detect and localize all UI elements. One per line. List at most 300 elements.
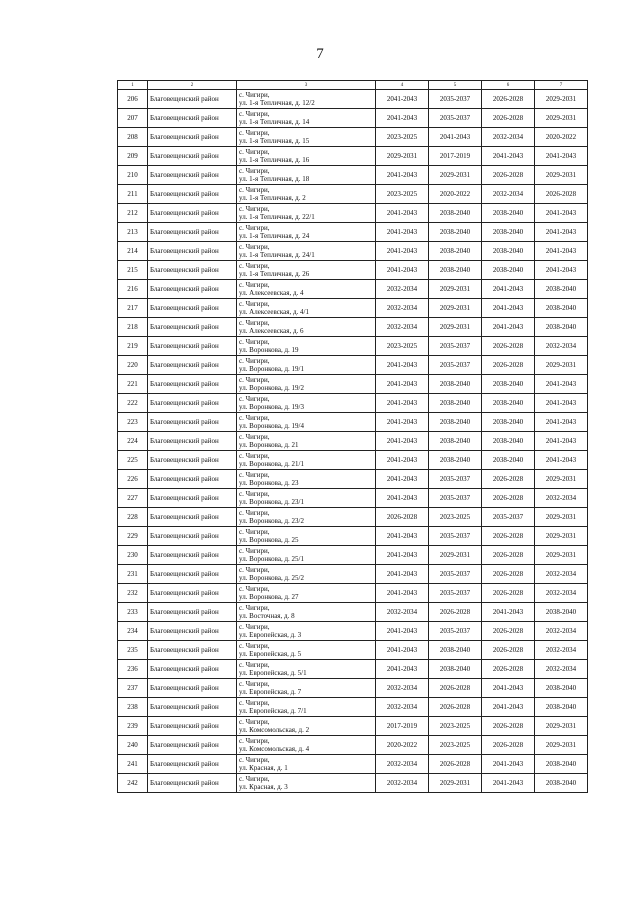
period-cell-col4: 2023-2025 <box>376 185 429 204</box>
address-street: ул. Красная, д. 1 <box>239 764 288 772</box>
period-cell-col6: 2041-2043 <box>482 698 535 717</box>
address-locality: с. Чигири, <box>239 223 270 232</box>
column-number: 7 <box>535 81 588 90</box>
address-locality: с. Чигири, <box>239 432 270 441</box>
address-cell <box>237 128 376 147</box>
address-street: ул. Европейская, д. 5 <box>239 650 302 658</box>
table-row <box>118 318 588 337</box>
period-cell-col5: 2029-2031 <box>429 166 482 185</box>
table-row <box>118 185 588 204</box>
row-number: 219 <box>118 337 148 356</box>
period-cell-col5: 2038-2040 <box>429 223 482 242</box>
table-row <box>118 736 588 755</box>
period-cell-col5: 2035-2037 <box>429 356 482 375</box>
row-number: 227 <box>118 489 148 508</box>
period-cell-col7: 2020-2022 <box>535 128 588 147</box>
period-cell-col7: 2029-2031 <box>535 736 588 755</box>
row-number: 223 <box>118 413 148 432</box>
address-locality: с. Чигири, <box>239 717 270 726</box>
address-street: ул. 1-я Тепличная, д. 16 <box>239 156 310 164</box>
address-cell <box>237 527 376 546</box>
period-cell-col4: 2041-2043 <box>376 470 429 489</box>
address-street: ул. Алексеевская, д. 4 <box>239 289 304 297</box>
period-cell-col6: 2026-2028 <box>482 565 535 584</box>
period-cell-col4: 2032-2034 <box>376 280 429 299</box>
district-cell: Благовещенский район <box>148 679 237 698</box>
address-locality: с. Чигири, <box>239 394 270 403</box>
district-cell: Благовещенский район <box>148 90 237 109</box>
period-cell-col5: 2038-2040 <box>429 432 482 451</box>
period-cell-col5: 2035-2037 <box>429 489 482 508</box>
address-locality: с. Чигири, <box>239 622 270 631</box>
period-cell-col6: 2026-2028 <box>482 641 535 660</box>
table-row <box>118 147 588 166</box>
address-street: ул. 1-я Тепличная, д. 22/1 <box>239 213 315 221</box>
period-cell-col6: 2038-2040 <box>482 432 535 451</box>
period-cell-col6: 2026-2028 <box>482 489 535 508</box>
district-cell: Благовещенский район <box>148 660 237 679</box>
period-cell-col6: 2026-2028 <box>482 337 535 356</box>
period-cell-col4: 2041-2043 <box>376 204 429 223</box>
column-number: 3 <box>237 81 376 90</box>
address-locality: с. Чигири, <box>239 451 270 460</box>
address-cell <box>237 698 376 717</box>
period-cell-col4: 2026-2028 <box>376 508 429 527</box>
period-cell-col7: 2038-2040 <box>535 755 588 774</box>
address-street: ул. Красная, д. 3 <box>239 783 288 791</box>
address-cell <box>237 394 376 413</box>
address-street: ул. 1-я Тепличная, д. 14 <box>239 118 310 126</box>
period-cell-col7: 2041-2043 <box>535 451 588 470</box>
period-cell-col7: 2032-2034 <box>535 584 588 603</box>
period-cell-col5: 2026-2028 <box>429 603 482 622</box>
address-street: ул. Алексеевская, д. 6 <box>239 327 304 335</box>
district-cell: Благовещенский район <box>148 717 237 736</box>
table-row <box>118 527 588 546</box>
period-cell-col5: 2029-2031 <box>429 774 482 793</box>
address-street: ул. Воронкова, д. 19/4 <box>239 422 304 430</box>
address-locality: с. Чигири, <box>239 584 270 593</box>
period-cell-col6: 2026-2028 <box>482 109 535 128</box>
address-cell <box>237 413 376 432</box>
address-locality: с. Чигири, <box>239 470 270 479</box>
address-cell <box>237 565 376 584</box>
period-cell-col7: 2041-2043 <box>535 432 588 451</box>
address-street: ул. Алексеевская, д. 4/1 <box>239 308 309 316</box>
address-locality: с. Чигири, <box>239 356 270 365</box>
address-locality: с. Чигири, <box>239 413 270 422</box>
row-number: 212 <box>118 204 148 223</box>
district-cell: Благовещенский район <box>148 432 237 451</box>
column-number: 5 <box>429 81 482 90</box>
period-cell-col6: 2026-2028 <box>482 546 535 565</box>
period-cell-col7: 2041-2043 <box>535 204 588 223</box>
table-row <box>118 451 588 470</box>
period-cell-col7: 2032-2034 <box>535 489 588 508</box>
period-cell-col4: 2041-2043 <box>376 413 429 432</box>
row-number: 218 <box>118 318 148 337</box>
table-row <box>118 584 588 603</box>
address-locality: с. Чигири, <box>239 679 270 688</box>
period-cell-col6: 2038-2040 <box>482 394 535 413</box>
period-cell-col6: 2038-2040 <box>482 375 535 394</box>
address-locality: с. Чигири, <box>239 318 270 327</box>
table-row <box>118 546 588 565</box>
period-cell-col7: 2038-2040 <box>535 698 588 717</box>
period-cell-col4: 2032-2034 <box>376 299 429 318</box>
table-row <box>118 641 588 660</box>
period-cell-col6: 2026-2028 <box>482 527 535 546</box>
district-cell: Благовещенский район <box>148 109 237 128</box>
period-cell-col4: 2041-2043 <box>376 109 429 128</box>
period-cell-col4: 2023-2025 <box>376 128 429 147</box>
row-number: 206 <box>118 90 148 109</box>
period-cell-col4: 2029-2031 <box>376 147 429 166</box>
row-number: 242 <box>118 774 148 793</box>
address-cell <box>237 261 376 280</box>
period-cell-col7: 2032-2034 <box>535 641 588 660</box>
address-locality: с. Чигири, <box>239 337 270 346</box>
address-street: ул. 1-я Тепличная, д. 12/2 <box>239 99 315 107</box>
address-locality: с. Чигири, <box>239 527 270 536</box>
period-cell-col6: 2038-2040 <box>482 223 535 242</box>
period-cell-col7: 2041-2043 <box>535 375 588 394</box>
address-street: ул. Воронкова, д. 21 <box>239 441 299 449</box>
row-number: 234 <box>118 622 148 641</box>
district-cell: Благовещенский район <box>148 755 237 774</box>
column-number-row <box>118 81 588 90</box>
address-cell <box>237 736 376 755</box>
address-locality: с. Чигири, <box>239 204 270 213</box>
address-locality: с. Чигири, <box>239 128 270 137</box>
period-cell-col4: 2041-2043 <box>376 489 429 508</box>
period-cell-col7: 2038-2040 <box>535 318 588 337</box>
period-cell-col7: 2041-2043 <box>535 223 588 242</box>
table-row <box>118 128 588 147</box>
period-cell-col5: 2038-2040 <box>429 451 482 470</box>
period-cell-col6: 2026-2028 <box>482 717 535 736</box>
period-cell-col7: 2032-2034 <box>535 660 588 679</box>
address-locality: с. Чигири, <box>239 375 270 384</box>
period-cell-col5: 2026-2028 <box>429 755 482 774</box>
row-number: 207 <box>118 109 148 128</box>
table-row <box>118 90 588 109</box>
address-cell <box>237 679 376 698</box>
period-cell-col5: 2029-2031 <box>429 546 482 565</box>
address-cell <box>237 166 376 185</box>
address-locality: с. Чигири, <box>239 603 270 612</box>
row-number: 226 <box>118 470 148 489</box>
district-cell: Благовещенский район <box>148 736 237 755</box>
period-cell-col7: 2032-2034 <box>535 622 588 641</box>
period-cell-col5: 2038-2040 <box>429 641 482 660</box>
period-cell-col7: 2029-2031 <box>535 470 588 489</box>
address-street: ул. Воронкова, д. 19/1 <box>239 365 304 373</box>
district-cell: Благовещенский район <box>148 337 237 356</box>
period-cell-col4: 2041-2043 <box>376 622 429 641</box>
row-number: 221 <box>118 375 148 394</box>
district-cell: Благовещенский район <box>148 128 237 147</box>
table-row <box>118 660 588 679</box>
period-cell-col5: 2035-2037 <box>429 90 482 109</box>
address-locality: с. Чигири, <box>239 261 270 270</box>
district-cell: Благовещенский район <box>148 375 237 394</box>
table-row <box>118 565 588 584</box>
period-cell-col4: 2041-2043 <box>376 527 429 546</box>
district-cell: Благовещенский район <box>148 584 237 603</box>
period-cell-col5: 2038-2040 <box>429 394 482 413</box>
period-cell-col4: 2041-2043 <box>376 356 429 375</box>
district-cell: Благовещенский район <box>148 147 237 166</box>
row-number: 214 <box>118 242 148 261</box>
address-cell <box>237 717 376 736</box>
address-street: ул. 1-я Тепличная, д. 15 <box>239 137 310 145</box>
period-cell-col7: 2029-2031 <box>535 717 588 736</box>
period-cell-col4: 2041-2043 <box>376 432 429 451</box>
address-cell <box>237 204 376 223</box>
row-number: 233 <box>118 603 148 622</box>
address-cell <box>237 185 376 204</box>
period-cell-col7: 2029-2031 <box>535 109 588 128</box>
row-number: 215 <box>118 261 148 280</box>
table-row <box>118 394 588 413</box>
address-cell <box>237 299 376 318</box>
column-number: 2 <box>148 81 237 90</box>
period-cell-col4: 2023-2025 <box>376 337 429 356</box>
period-cell-col7: 2041-2043 <box>535 413 588 432</box>
table-row <box>118 755 588 774</box>
row-number: 224 <box>118 432 148 451</box>
period-cell-col4: 2041-2043 <box>376 660 429 679</box>
address-street: ул. Воронкова, д. 23/2 <box>239 517 304 525</box>
period-cell-col6: 2035-2037 <box>482 508 535 527</box>
period-cell-col6: 2041-2043 <box>482 679 535 698</box>
period-cell-col5: 2029-2031 <box>429 280 482 299</box>
address-locality: с. Чигири, <box>239 489 270 498</box>
column-number: 4 <box>376 81 429 90</box>
table-row <box>118 774 588 793</box>
address-cell <box>237 508 376 527</box>
table-row <box>118 717 588 736</box>
address-cell <box>237 109 376 128</box>
address-cell <box>237 660 376 679</box>
address-locality: с. Чигири, <box>239 166 270 175</box>
address-cell <box>237 451 376 470</box>
address-street: ул. Воронкова, д. 23 <box>239 479 299 487</box>
period-cell-col5: 2026-2028 <box>429 698 482 717</box>
row-number: 208 <box>118 128 148 147</box>
district-cell: Благовещенский район <box>148 299 237 318</box>
address-locality: с. Чигири, <box>239 546 270 555</box>
period-cell-col5: 2038-2040 <box>429 204 482 223</box>
address-street: ул. Воронкова, д. 25 <box>239 536 299 544</box>
address-street: ул. Европейская, д. 7/1 <box>239 707 307 715</box>
period-cell-col6: 2026-2028 <box>482 622 535 641</box>
period-cell-col6: 2041-2043 <box>482 299 535 318</box>
district-cell: Благовещенский район <box>148 622 237 641</box>
period-cell-col5: 2035-2037 <box>429 109 482 128</box>
period-cell-col7: 2029-2031 <box>535 527 588 546</box>
row-number: 240 <box>118 736 148 755</box>
address-cell <box>237 242 376 261</box>
address-street: ул. 1-я Тепличная, д. 26 <box>239 270 310 278</box>
row-number: 237 <box>118 679 148 698</box>
address-street: ул. Европейская, д. 7 <box>239 688 302 696</box>
address-locality: с. Чигири, <box>239 109 270 118</box>
address-street: ул. Воронкова, д. 19/2 <box>239 384 304 392</box>
row-number: 235 <box>118 641 148 660</box>
period-cell-col7: 2026-2028 <box>535 185 588 204</box>
address-street: ул. 1-я Тепличная, д. 18 <box>239 175 310 183</box>
address-cell <box>237 489 376 508</box>
table-row <box>118 470 588 489</box>
address-locality: с. Чигири, <box>239 565 270 574</box>
period-cell-col7: 2032-2034 <box>535 565 588 584</box>
row-number: 220 <box>118 356 148 375</box>
period-cell-col7: 2038-2040 <box>535 299 588 318</box>
district-cell: Благовещенский район <box>148 508 237 527</box>
address-street: ул. Воронкова, д. 25/2 <box>239 574 304 582</box>
address-cell <box>237 774 376 793</box>
period-cell-col6: 2038-2040 <box>482 451 535 470</box>
period-cell-col5: 2041-2043 <box>429 128 482 147</box>
address-locality: с. Чигири, <box>239 242 270 251</box>
district-cell: Благовещенский район <box>148 204 237 223</box>
period-cell-col4: 2041-2043 <box>376 451 429 470</box>
period-cell-col6: 2026-2028 <box>482 90 535 109</box>
period-cell-col7: 2029-2031 <box>535 508 588 527</box>
period-cell-col5: 2038-2040 <box>429 375 482 394</box>
table-row <box>118 432 588 451</box>
address-street: ул. Восточная, д. 8 <box>239 612 295 620</box>
period-cell-col5: 2035-2037 <box>429 337 482 356</box>
district-cell: Благовещенский район <box>148 470 237 489</box>
period-cell-col5: 2029-2031 <box>429 318 482 337</box>
row-number: 209 <box>118 147 148 166</box>
period-cell-col7: 2032-2034 <box>535 337 588 356</box>
district-cell: Благовещенский район <box>148 489 237 508</box>
table-row <box>118 603 588 622</box>
address-street: ул. Воронкова, д. 27 <box>239 593 299 601</box>
row-number: 232 <box>118 584 148 603</box>
period-cell-col7: 2029-2031 <box>535 166 588 185</box>
period-cell-col5: 2038-2040 <box>429 413 482 432</box>
period-cell-col4: 2041-2043 <box>376 90 429 109</box>
address-cell <box>237 375 376 394</box>
address-cell <box>237 318 376 337</box>
district-cell: Благовещенский район <box>148 394 237 413</box>
address-street: ул. 1-я Тепличная, д. 2 <box>239 194 306 202</box>
address-cell <box>237 584 376 603</box>
table-row <box>118 261 588 280</box>
period-cell-col5: 2029-2031 <box>429 299 482 318</box>
period-cell-col6: 2026-2028 <box>482 736 535 755</box>
page-number: 7 <box>316 46 324 62</box>
period-cell-col6: 2038-2040 <box>482 242 535 261</box>
row-number: 210 <box>118 166 148 185</box>
table-row <box>118 508 588 527</box>
address-street: ул. Комсомольская, д. 4 <box>239 745 310 753</box>
address-street: ул. 1-я Тепличная, д. 24 <box>239 232 310 240</box>
table-row <box>118 223 588 242</box>
table-row <box>118 489 588 508</box>
period-cell-col6: 2026-2028 <box>482 584 535 603</box>
period-cell-col4: 2041-2043 <box>376 394 429 413</box>
period-cell-col6: 2038-2040 <box>482 204 535 223</box>
district-cell: Благовещенский район <box>148 565 237 584</box>
table-row <box>118 622 588 641</box>
row-number: 228 <box>118 508 148 527</box>
district-cell: Благовещенский район <box>148 318 237 337</box>
district-cell: Благовещенский район <box>148 356 237 375</box>
period-cell-col5: 2017-2019 <box>429 147 482 166</box>
address-cell <box>237 603 376 622</box>
period-cell-col6: 2026-2028 <box>482 660 535 679</box>
period-cell-col6: 2041-2043 <box>482 774 535 793</box>
period-cell-col6: 2038-2040 <box>482 413 535 432</box>
table-row <box>118 413 588 432</box>
period-cell-col5: 2035-2037 <box>429 584 482 603</box>
period-cell-col4: 2020-2022 <box>376 736 429 755</box>
period-cell-col6: 2026-2028 <box>482 166 535 185</box>
period-cell-col7: 2038-2040 <box>535 774 588 793</box>
period-cell-col5: 2038-2040 <box>429 242 482 261</box>
address-cell <box>237 546 376 565</box>
address-street: ул. Воронкова, д. 19/3 <box>239 403 304 411</box>
period-cell-col7: 2041-2043 <box>535 147 588 166</box>
address-street: ул. Воронкова, д. 21/1 <box>239 460 304 468</box>
address-street: ул. Комсомольская, д. 2 <box>239 726 310 734</box>
table-row <box>118 299 588 318</box>
row-number: 217 <box>118 299 148 318</box>
district-cell: Благовещенский район <box>148 413 237 432</box>
period-cell-col4: 2041-2043 <box>376 641 429 660</box>
row-number: 238 <box>118 698 148 717</box>
district-cell: Благовещенский район <box>148 603 237 622</box>
column-number: 1 <box>118 81 148 90</box>
address-cell <box>237 622 376 641</box>
address-locality: с. Чигири, <box>239 185 270 194</box>
table-row <box>118 242 588 261</box>
period-cell-col6: 2038-2040 <box>482 261 535 280</box>
period-cell-col7: 2029-2031 <box>535 356 588 375</box>
period-cell-col4: 2032-2034 <box>376 755 429 774</box>
period-cell-col4: 2032-2034 <box>376 679 429 698</box>
period-cell-col6: 2041-2043 <box>482 280 535 299</box>
district-cell: Благовещенский район <box>148 527 237 546</box>
column-number: 6 <box>482 81 535 90</box>
housing-registry-table <box>117 80 588 793</box>
district-cell: Благовещенский район <box>148 242 237 261</box>
period-cell-col5: 2035-2037 <box>429 622 482 641</box>
district-cell: Благовещенский район <box>148 185 237 204</box>
period-cell-col4: 2041-2043 <box>376 565 429 584</box>
address-cell <box>237 432 376 451</box>
period-cell-col6: 2026-2028 <box>482 470 535 489</box>
period-cell-col5: 2035-2037 <box>429 565 482 584</box>
address-street: ул. Воронкова, д. 25/1 <box>239 555 304 563</box>
table-row <box>118 109 588 128</box>
address-locality: с. Чигири, <box>239 641 270 650</box>
row-number: 241 <box>118 755 148 774</box>
address-street: ул. Европейская, д. 3 <box>239 631 302 639</box>
period-cell-col5: 2020-2022 <box>429 185 482 204</box>
address-locality: с. Чигири, <box>239 774 270 783</box>
period-cell-col4: 2032-2034 <box>376 774 429 793</box>
period-cell-col7: 2041-2043 <box>535 394 588 413</box>
period-cell-col6: 2041-2043 <box>482 603 535 622</box>
address-locality: с. Чигири, <box>239 660 270 669</box>
